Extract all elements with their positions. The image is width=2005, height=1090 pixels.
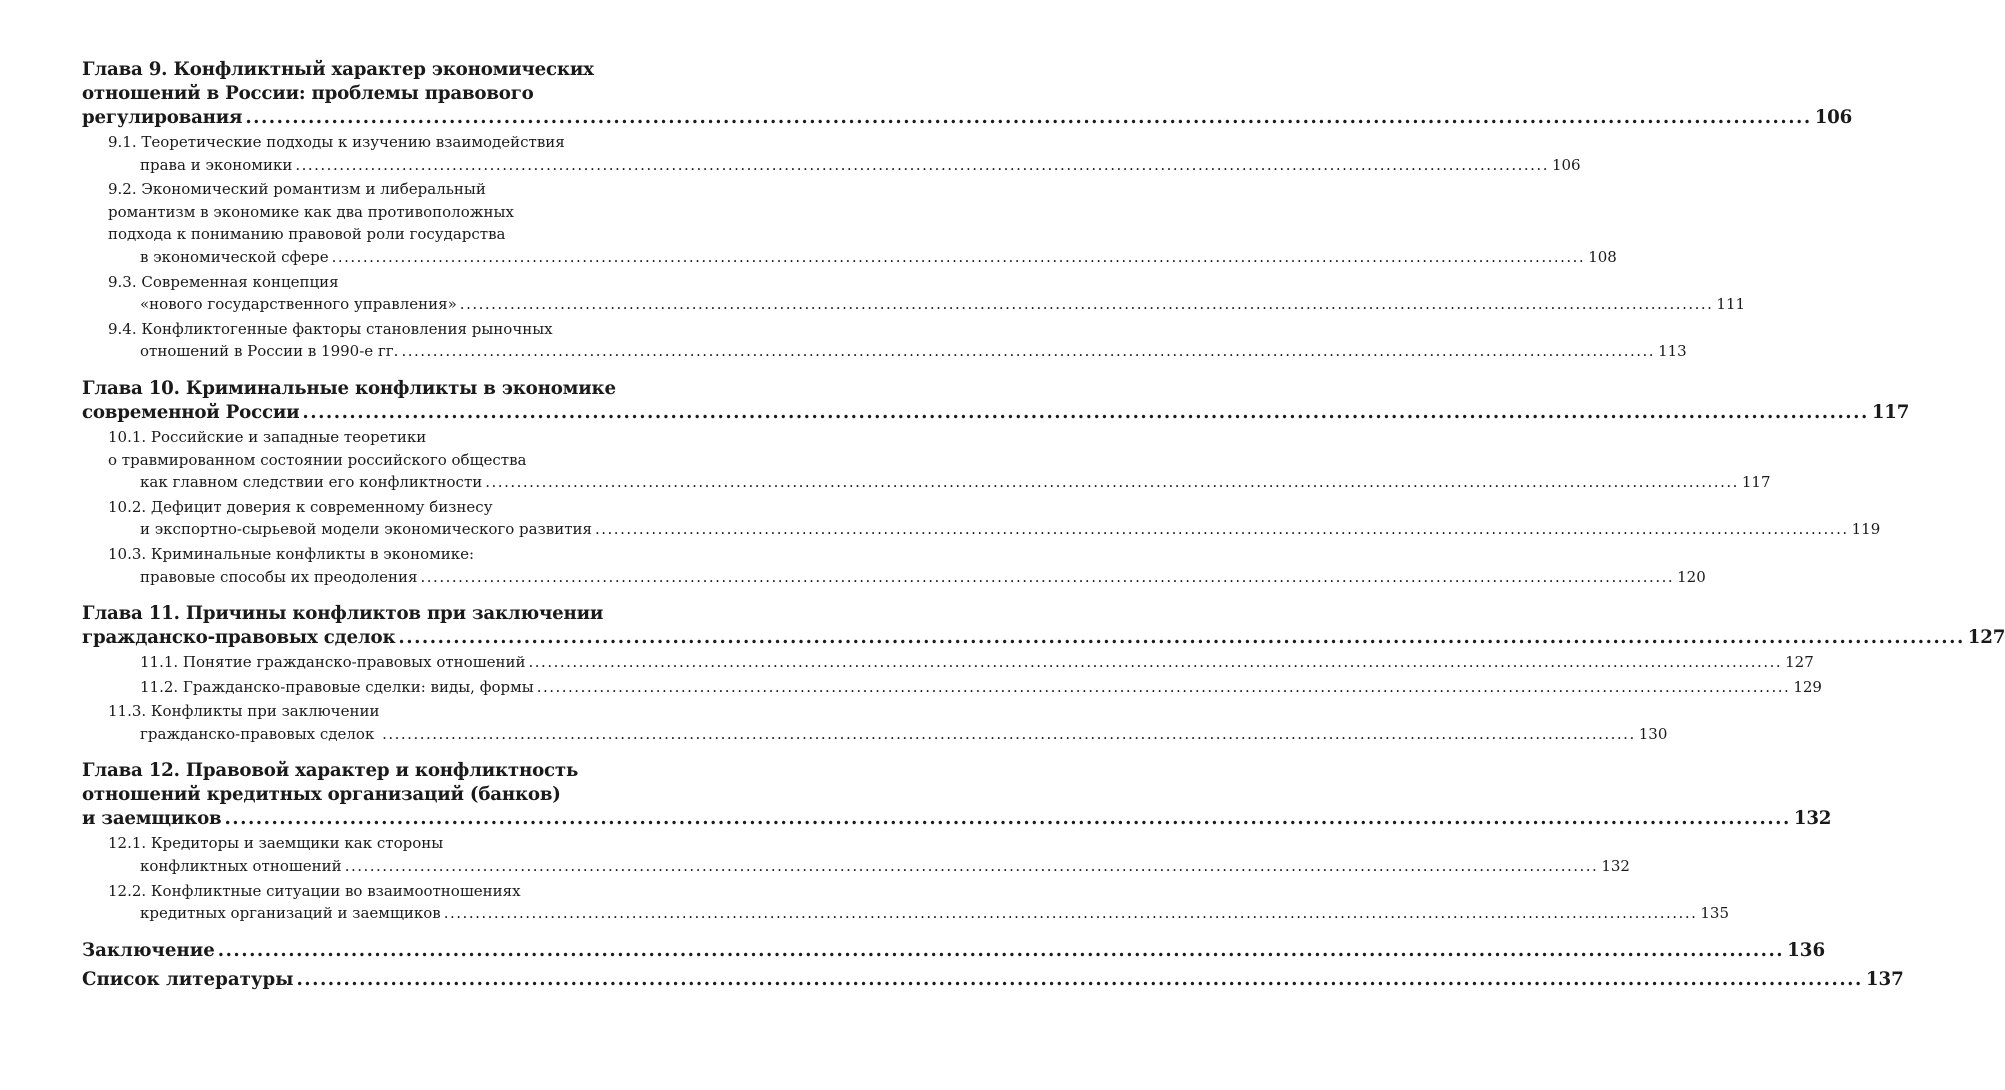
section-title-text: в экономической сфере bbox=[140, 247, 329, 266]
section-title-line: подхода к пониманию правовой роли государства bbox=[108, 225, 506, 244]
dot-leader bbox=[296, 968, 1862, 992]
toc-section bbox=[82, 651, 1814, 674]
page-number: 120 bbox=[1677, 567, 1706, 586]
section-title-line: 9.1. Теоретические подходы к изучению взаимодействия bbox=[108, 133, 565, 151]
page-number: 132 bbox=[1793, 808, 1832, 830]
section-title-line: о травмированном состоянии российского общества bbox=[108, 450, 527, 469]
dot-leader bbox=[345, 857, 1599, 875]
toc-final-entry bbox=[82, 968, 1904, 992]
section-title-line: 12.1. Кредиторы и заемщики как стороны bbox=[108, 834, 444, 853]
toc-section bbox=[82, 318, 1687, 363]
toc-chapter bbox=[82, 58, 1853, 363]
toc-section bbox=[82, 700, 1668, 745]
section-title-line: 10.2. Дефицит доверия к современному бизнесу bbox=[108, 497, 493, 516]
page-number: 108 bbox=[1588, 247, 1617, 266]
chapter-title-last-line bbox=[82, 401, 1910, 425]
section-title-last-line bbox=[140, 723, 1668, 746]
page-number: 106 bbox=[1814, 107, 1853, 128]
chapter-title bbox=[82, 602, 2005, 650]
chapter-title-line: отношений в России: проблемы правового bbox=[82, 83, 534, 104]
section-title-line: 11.3. Конфликты при заключении bbox=[108, 702, 380, 721]
page-number: 119 bbox=[1851, 520, 1881, 539]
page-number: 106 bbox=[1551, 155, 1581, 174]
final-entry-last-line bbox=[82, 939, 1826, 963]
toc-section bbox=[82, 496, 1881, 541]
toc-section bbox=[82, 178, 1617, 268]
dot-leader bbox=[398, 627, 1964, 648]
page-number: 127 bbox=[1967, 627, 2005, 649]
section-title-text: отношений в России в 1990-е гг. bbox=[140, 342, 399, 361]
page-number: 130 bbox=[1638, 724, 1668, 743]
section-title-text: гражданско-правовых сделок bbox=[140, 724, 380, 743]
section-title-last-line bbox=[140, 651, 1814, 674]
section-title-last-line bbox=[140, 518, 1881, 541]
section-title-last-line bbox=[140, 471, 1771, 494]
section-title-last-line bbox=[140, 855, 1630, 878]
toc-section bbox=[82, 426, 1771, 494]
page-number: 113 bbox=[1658, 342, 1687, 361]
chapter-title bbox=[82, 377, 1910, 425]
chapter-title-line: Глава 10. Криминальные конфликты в экономике bbox=[82, 377, 616, 399]
dot-leader bbox=[529, 653, 1783, 671]
section-title-text: и экспортно-сырьевой модели экономического развития bbox=[140, 520, 592, 539]
section-title-text: как главном следствии его конфликтности bbox=[140, 473, 483, 492]
page-number: 136 bbox=[1787, 939, 1826, 961]
dot-leader bbox=[302, 402, 1868, 423]
section-title-last-line bbox=[140, 293, 1746, 316]
page-number: 117 bbox=[1871, 401, 1910, 423]
dot-leader bbox=[401, 342, 1655, 360]
chapter-title bbox=[82, 58, 1853, 130]
dot-leader bbox=[421, 568, 1675, 586]
chapter-title-text: гражданско-правовых сделок bbox=[82, 627, 396, 649]
chapter-title-last-line bbox=[82, 807, 1832, 831]
page-number: 135 bbox=[1700, 904, 1730, 923]
section-title-last-line bbox=[140, 246, 1617, 269]
section-title-text: 11.2. Гражданско-правовые сделки: виды, формы bbox=[140, 677, 534, 696]
final-entry-text: Список литературы bbox=[82, 968, 294, 990]
page-number: 117 bbox=[1741, 473, 1771, 492]
chapter-title-text: и заемщиков bbox=[82, 808, 222, 830]
table-of-contents bbox=[82, 58, 2005, 997]
section-title-last-line bbox=[140, 566, 1706, 589]
page-number: 127 bbox=[1785, 653, 1814, 672]
chapter-title-line: Глава 9. Конфликтный характер экономических bbox=[82, 59, 594, 80]
dot-leader bbox=[460, 295, 1714, 313]
toc-section bbox=[82, 543, 1706, 588]
chapter-title bbox=[82, 759, 1832, 831]
toc-chapter bbox=[82, 602, 2005, 745]
page-number: 129 bbox=[1793, 677, 1822, 696]
section-title-line: 9.2. Экономический романтизм и либеральный bbox=[108, 180, 486, 199]
final-entry-text: Заключение bbox=[82, 939, 215, 961]
section-title-text: конфликтных отношений bbox=[140, 857, 342, 876]
toc-section bbox=[82, 880, 1730, 925]
dot-leader bbox=[332, 248, 1586, 266]
section-title-line: романтизм в экономике как два противоположных bbox=[108, 202, 514, 221]
section-title-last-line bbox=[140, 676, 1822, 699]
chapter-title-text: современной России bbox=[82, 401, 300, 423]
section-title-text: кредитных организаций и заемщиков bbox=[140, 904, 441, 923]
section-title-line: 9.3. Современная концепция bbox=[108, 272, 339, 291]
dot-leader bbox=[224, 808, 1790, 829]
dot-leader bbox=[382, 725, 1636, 743]
chapter-title-line: отношений кредитных организаций (банков) bbox=[82, 784, 561, 806]
toc-final-entry bbox=[82, 939, 1826, 963]
toc-section bbox=[82, 131, 1581, 176]
page-number: 132 bbox=[1601, 857, 1630, 876]
section-title-last-line bbox=[140, 340, 1687, 363]
toc-section bbox=[82, 832, 1630, 877]
chapter-title-line: Глава 12. Правовой характер и конфликтность bbox=[82, 760, 579, 782]
dot-leader bbox=[218, 939, 1784, 963]
dot-leader bbox=[537, 678, 1791, 696]
dot-leader bbox=[444, 904, 1698, 922]
dot-leader bbox=[485, 473, 1739, 491]
section-title-text: «нового государственного управления» bbox=[140, 295, 457, 314]
chapter-title-last-line bbox=[82, 626, 2005, 650]
dot-leader bbox=[295, 156, 1549, 174]
toc-section bbox=[82, 271, 1746, 316]
page-number: 111 bbox=[1716, 295, 1746, 314]
toc-section bbox=[82, 676, 1822, 699]
toc-chapter bbox=[82, 759, 1832, 924]
section-title-line: 10.1. Российские и западные теоретики bbox=[108, 427, 427, 446]
dot-leader bbox=[595, 520, 1849, 538]
section-title-last-line bbox=[140, 902, 1730, 925]
section-title-text: 11.1. Понятие гражданско-правовых отношений bbox=[140, 653, 526, 672]
toc-chapter bbox=[82, 377, 1910, 588]
chapter-title-last-line bbox=[82, 106, 1853, 130]
section-title-line: 9.4. Конфликтогенные факторы становления рыночных bbox=[108, 319, 553, 338]
chapter-title-line: Глава 11. Причины конфликтов при заключении bbox=[82, 603, 604, 625]
section-title-text: права и экономики bbox=[140, 155, 293, 174]
section-title-text: правовые способы их преодоления bbox=[140, 567, 418, 586]
section-title-line: 12.2. Конфликтные ситуации во взаимоотношениях bbox=[108, 881, 521, 900]
page-number: 137 bbox=[1865, 968, 1904, 990]
section-title-line: 10.3. Криминальные конфликты в экономике: bbox=[108, 544, 475, 563]
section-title-last-line bbox=[140, 154, 1581, 177]
dot-leader bbox=[245, 107, 1811, 128]
chapter-title-text: регулирования bbox=[82, 107, 243, 128]
final-entry-last-line bbox=[82, 968, 1904, 992]
